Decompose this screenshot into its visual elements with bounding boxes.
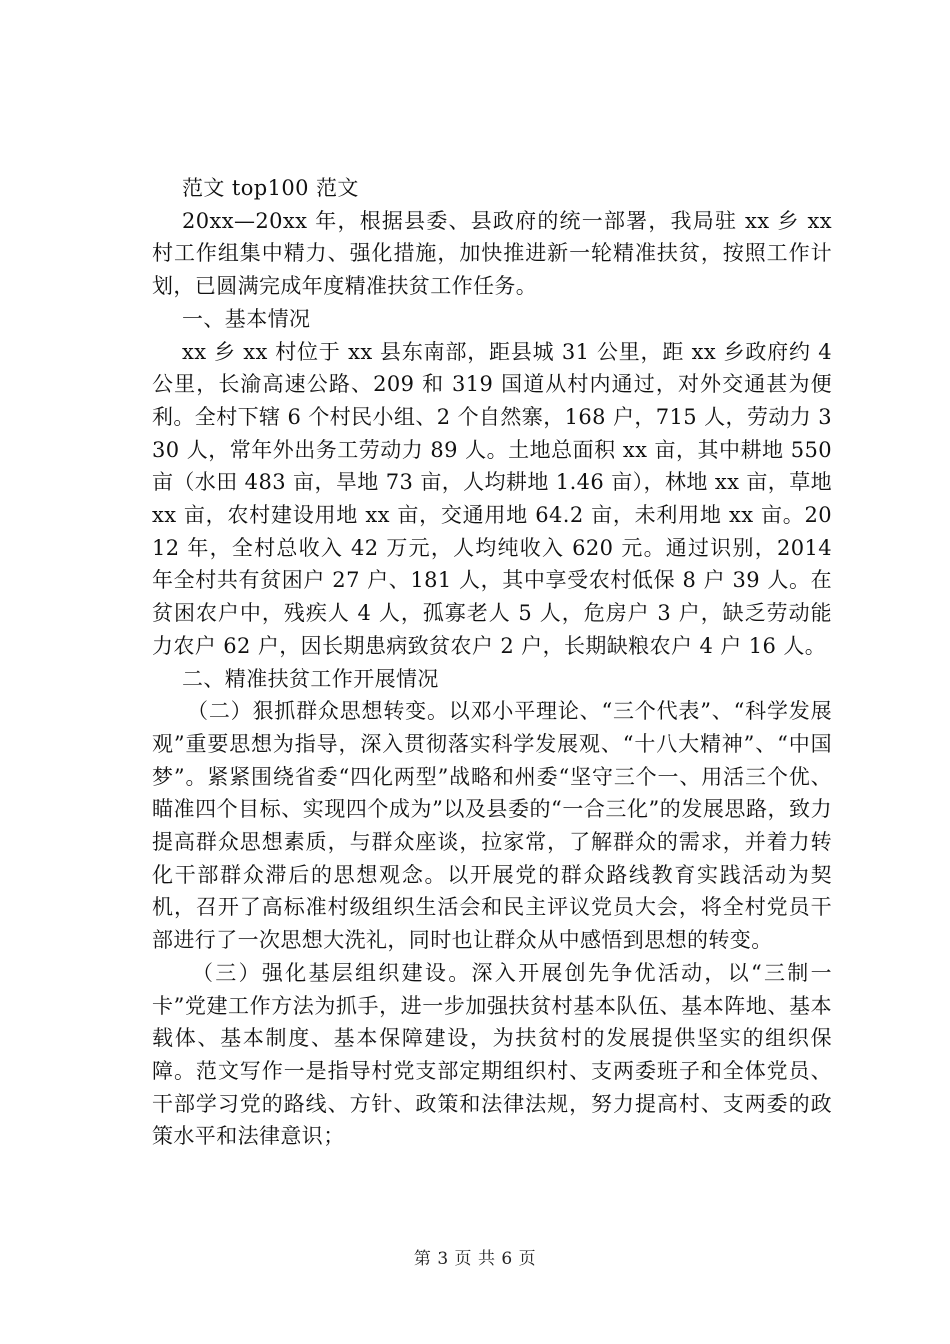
paragraph-grassroots-organization: （三）强化基层组织建设。深入开展创先争优活动，以“三制一卡”党建工作方法为抓手，进一步加强扶贫村基本队伍、基本阵地、基本载体、基本制度、基本保障建设，为扶贫村的发展提供坚实的组织保障。范文写作一是指导村党支部定期组织村、支两委班子和全体党员、干部学习党的路线、方针、政策和法律法规，努力提高村、支两委的政策水平和法律意识；: [152, 960, 832, 1149]
document-heading: 范文 top100 范文: [182, 176, 359, 200]
paragraph-basic-situation: xx 乡 xx 村位于 xx 县东南部，距县城 31 公里，距 xx 乡政府约 4 公里，长渝高速公路、209 和 319 国道从村内通过，对外交通甚为便利。全村下辖 6 个村民小组、2 个自然寨，168 户，715 人，劳动力 330 人，常年外出务工劳动力 89 人。土地总面积 xx 亩，其中耕地 550 亩（水田 483 亩，旱地 73 亩，人均耕地 1.46 亩），林地 xx 亩，草地 xx 亩，农村建设用地 xx 亩，交通用地 64.2 亩，未利用地 xx 亩。2012 年，全村总收入 42 万元，人均纯收入 620 元。通过识别，2014 年全村共有贫困户 27 户、181 人，其中享受农村低保 8 户 39 人。在贫困农户中，残疾人 4 人，孤寡老人 5 人，危房户 3 户，缺乏劳动能力农户 62 户，因长期患病致贫农户 2 户，长期缺粮农户 4 户 16 人。: [152, 339, 832, 658]
document-body: [152, 172, 832, 1153]
section-heading-work-progress: 二、精准扶贫工作开展情况: [182, 666, 439, 691]
section-heading-basic-situation: 一、基本情况: [182, 306, 311, 331]
paragraph-intro: 20xx—20xx 年，根据县委、县政府的统一部署，我局驻 xx 乡 xx 村工作组集中精力、强化措施，加快推进新一轮精准扶贫，按照工作计划，已圆满完成年度精准扶贫工作任务。: [152, 208, 832, 299]
page-footer: 第 3 页 共 6 页: [413, 1249, 537, 1269]
paragraph-thought-change: （二）狠抓群众思想转变。以邓小平理论、“三个代表”、“科学发展观”重要思想为指导，深入贯彻落实科学发展观、“十八大精神”、“中国梦”。紧紧围绕省委“四化两型”战略和州委“坚守三个一、用活三个优、瞄准四个目标、实现四个成为”以及县委的“一合三化”的发展思路，致力提高群众思想素质，与群众座谈，拉家常，了解群众的需求，并着力转化干部群众滞后的思想观念。以开展党的群众路线教育实践活动为契机，召开了高标准村级组织生活会和民主评议党员大会，将全村党员干部进行了一次思想大洗礼，同时也让群众从中感悟到思想的转变。: [152, 699, 832, 953]
